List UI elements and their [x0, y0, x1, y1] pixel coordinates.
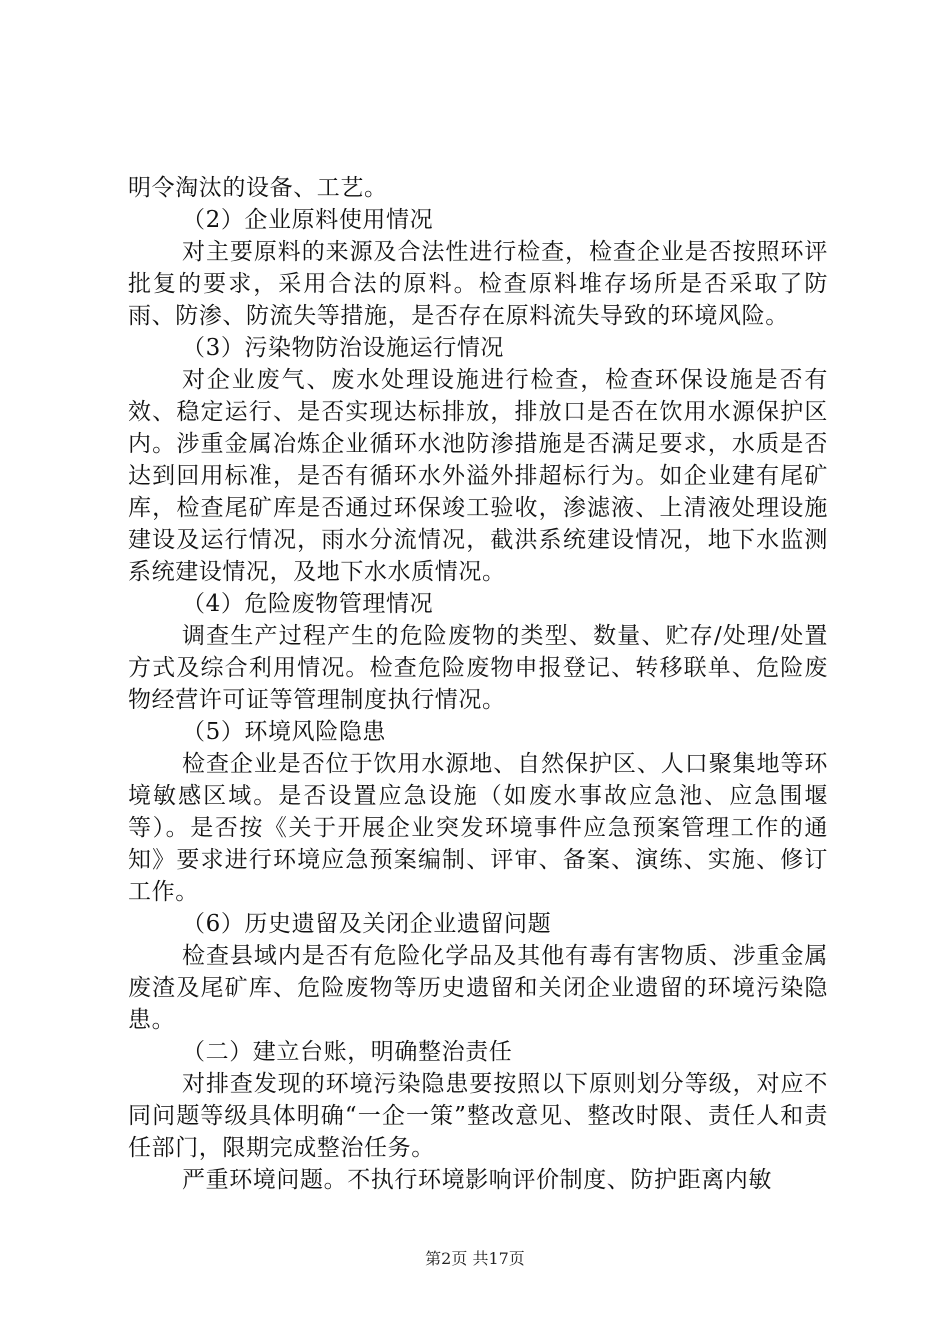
body-paragraph: 对主要原料的来源及合法性进行检查，检查企业是否按照环评批复的要求，采用合法的原料。检查原料堆存场所是否采取了防雨、防渗、防流失等措施，是否存在原料流失导致的环境风险。 [128, 239, 828, 329]
continued-paragraph: 明令淘汰的设备、工艺。 [128, 175, 388, 201]
body-paragraph: 检查县域内是否有危险化学品及其他有毒有害物质、涉重金属废渣及尾矿库、危险废物等历史遗留和关闭企业遗留的环境污染隐患。 [128, 943, 828, 1033]
section-heading: （4）危险废物管理情况 [182, 591, 434, 617]
body-paragraph: 检查企业是否位于饮用水源地、自然保护区、人口聚集地等环境敏感区域。是否设置应急设施（如废水事故应急池、应急围堰等）。是否按《关于开展企业突发环境事件应急预案管理工作的通知》要求进行环境应急预案编制、评审、备案、演练、实施、修订工作。 [128, 751, 828, 905]
section-heading: （3）污染物防治设施运行情况 [182, 335, 505, 361]
page-footer: 第2页 共17页 [425, 1249, 525, 1268]
section-heading: （6）历史遗留及关闭企业遗留问题 [182, 911, 552, 937]
section-heading: （5）环境风险隐患 [182, 719, 387, 745]
section-heading: （二）建立台账，明确整治责任 [182, 1039, 513, 1065]
document-body [128, 172, 828, 1196]
body-paragraph: 严重环境问题。不执行环境影响评价制度、防护距离内敏 [182, 1167, 772, 1193]
body-paragraph: 对排查发现的环境污染隐患要按照以下原则划分等级，对应不同问题等级具体明确“一企一策”整改意见、整改时限、责任人和责任部门，限期完成整治任务。 [128, 1071, 828, 1161]
section-heading: （2）企业原料使用情况 [182, 207, 434, 233]
body-paragraph: 对企业废气、废水处理设施进行检查，检查环保设施是否有效、稳定运行、是否实现达标排放，排放口是否在饮用水源保护区内。涉重金属冶炼企业循环水池防渗措施是否满足要求，水质是否达到回用标准，是否有循环水外溢外排超标行为。如企业建有尾矿库，检查尾矿库是否通过环保竣工验收，渗滤液、上清液处理设施建设及运行情况，雨水分流情况，截洪系统建设情况，地下水监测系统建设情况，及地下水水质情况。 [128, 367, 828, 585]
body-paragraph: 调查生产过程产生的危险废物的类型、数量、贮存/处理/处置方式及综合利用情况。检查危险废物申报登记、转移联单、危险废物经营许可证等管理制度执行情况。 [128, 623, 828, 713]
